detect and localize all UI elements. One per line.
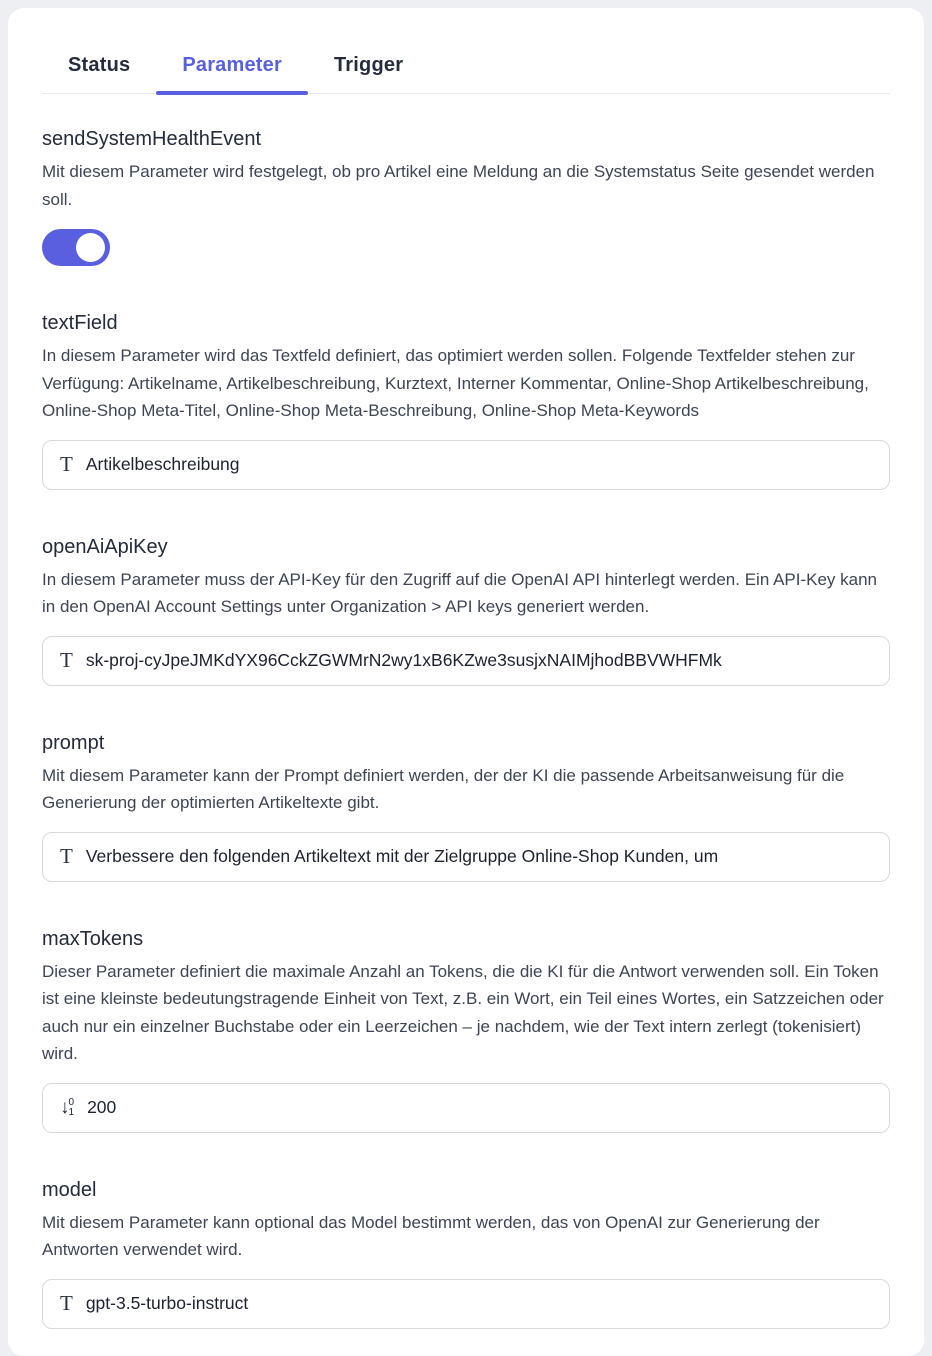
text-type-icon: T [60, 1291, 73, 1316]
parameter-description: Dieser Parameter definiert die maximale Anzahl an Tokens, die die KI für die Antwort verwenden soll. Ein Token ist eine kleinste bedeutungstragende Einheit von Text, z.B. ein Wort, ein Teil eines Wortes, ein Satzzeichen oder auch nur ein einzelner Buchstabe oder ein Leerzeichen – je nachdem, wie der Text intern zerlegt (tokenisiert) wird. [42, 961, 884, 1064]
section-model [42, 1179, 890, 1329]
parameter-name: model [42, 1178, 97, 1201]
parameter-description: Mit diesem Parameter kann optional das Model bestimmt werden, das von OpenAI zur Generierung der Antworten verwendet wird. [42, 1212, 820, 1260]
input-value: Verbessere den folgenden Artikeltext mit der Zielgruppe Online-Shop Kunden, um [85, 846, 719, 867]
toggle-knob [76, 233, 105, 262]
input-value: 200 [87, 1097, 117, 1118]
tab-bar [42, 48, 890, 94]
section-openAiApiKey [42, 536, 890, 686]
text-field-input[interactable] [42, 440, 890, 490]
parameter-name: sendSystemHealthEvent [42, 128, 262, 150]
parameter-description: In diesem Parameter wird das Textfeld definiert, das optimiert werden sollen. Folgende Textfelder stehen zur Verfügung: Artikelname, Artikelbeschreibung, Kurztext, Interner Kommentar, Online-Shop Artikelbeschreibung, Online-Shop Meta-Titel, Online-Shop Meta-Beschreibung, Online-Shop Meta-Keywords [42, 346, 869, 421]
tab-parameter[interactable]: Parameter [156, 48, 308, 93]
model-input[interactable] [42, 1279, 890, 1329]
input-value: gpt-3.5-turbo-instruct [85, 1293, 249, 1314]
tab-status[interactable]: Status [68, 54, 131, 76]
text-type-icon: T [60, 648, 73, 673]
parameter-description: Mit diesem Parameter kann der Prompt definiert werden, der der KI die passende Arbeitsanweisung für die Generierung der optimierten Artikeltexte gibt. [42, 765, 845, 813]
openai-api-key-input[interactable] [42, 636, 890, 686]
input-value: sk-proj-cyJpeJMKdYX96CckZGWMrN2wy1xB6KZwe3susjxNAIMjhodBBVWHFMk [85, 650, 722, 671]
parameter-description: In diesem Parameter muss der API-Key für den Zugriff auf die OpenAI API hinterlegt werden. Ein API-Key kann in den OpenAI Account Settings unter Organization > API keys generiert werden. [42, 569, 878, 617]
section-prompt [42, 732, 890, 882]
parameter-panel [8, 8, 924, 1356]
parameter-name: textField [42, 312, 118, 335]
parameter-name: openAiApiKey [42, 535, 168, 558]
parameter-description: Mit diesem Parameter wird festgelegt, ob pro Artikel eine Meldung an die Systemstatus Seite gesendet werden soll. [42, 162, 875, 209]
input-value: Artikelbeschreibung [85, 454, 240, 475]
parameter-name: maxTokens [42, 927, 144, 950]
section-sendSystemHealthEvent [42, 128, 890, 266]
prompt-input[interactable] [42, 832, 890, 882]
section-textField [42, 312, 890, 490]
number-sort-icon: ↓ 0 1 [60, 1096, 75, 1119]
text-type-icon: T [60, 844, 73, 869]
tab-trigger[interactable]: Trigger [333, 54, 404, 76]
text-type-icon: T [60, 452, 73, 477]
send-system-health-event-toggle[interactable] [42, 229, 110, 266]
max-tokens-input[interactable] [42, 1083, 890, 1133]
section-maxTokens [42, 928, 890, 1133]
parameter-name: prompt [42, 731, 105, 754]
